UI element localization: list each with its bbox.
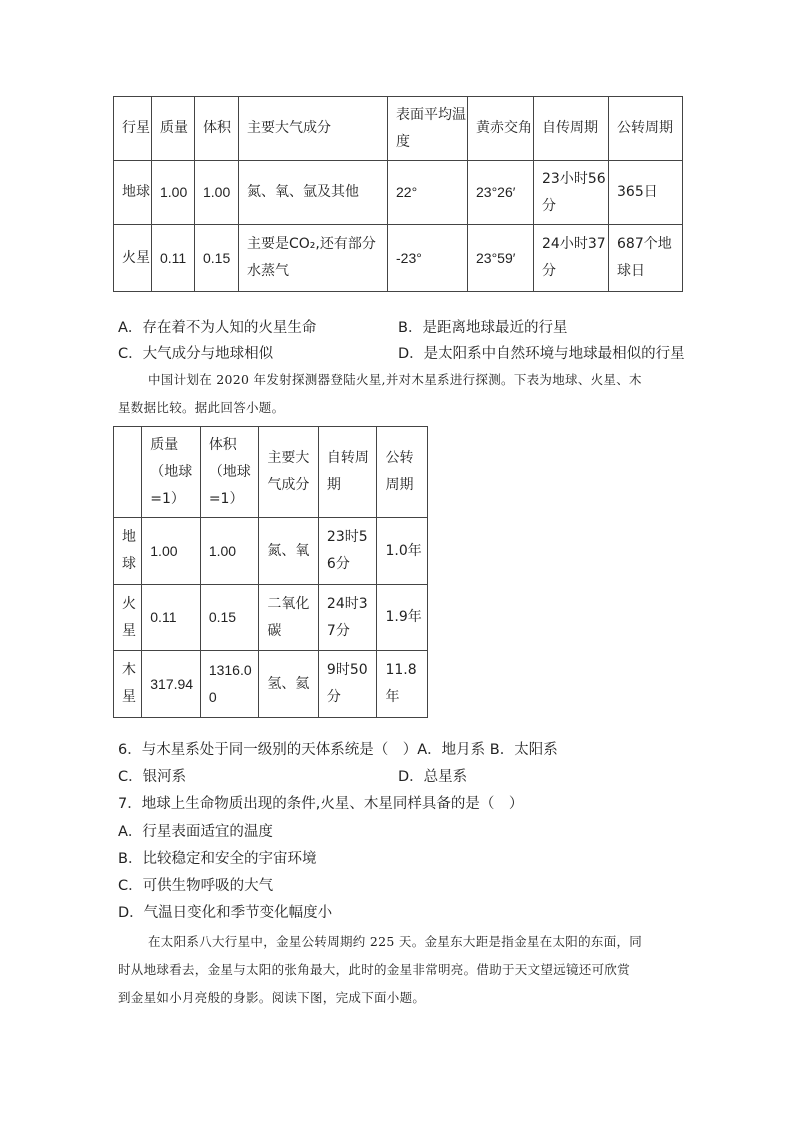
table-cell: 23°59′: [468, 225, 534, 292]
table-cell: 地球: [114, 518, 142, 585]
header-cell: 体积（地球=1）: [200, 427, 259, 518]
header-cell: 行星: [114, 97, 152, 161]
question-7-option-d[interactable]: D．气温日变化和季节变化幅度小: [118, 905, 333, 921]
option-d[interactable]: D．是太阳系中自然环境与地球最相似的行星: [398, 346, 685, 362]
planet-comparison-table-1: [113, 96, 683, 292]
header-cell: 质量: [152, 97, 195, 161]
table-row: [114, 161, 683, 225]
table-row: [114, 518, 428, 585]
table-cell: 317.94: [142, 651, 201, 718]
table-cell: -23°: [388, 225, 468, 292]
question-7-option-c[interactable]: C．可供生物呼吸的大气: [118, 878, 274, 894]
passage-line: 时从地球看去，金星与太阳的张角最大，此时的金星非常明亮。借助于天文望远镜还可欣赏: [118, 962, 631, 977]
table-cell: 二氧化碳: [259, 585, 319, 651]
question-6-option-d[interactable]: D．总星系: [398, 769, 468, 785]
table-cell: 1.00: [142, 518, 201, 585]
header-cell: 表面平均温度: [388, 97, 468, 161]
table-cell: 23时56分: [318, 518, 377, 585]
passage-line: 到金星如小月亮般的身影。阅读下图，完成下面小题。: [118, 990, 426, 1005]
table-cell: 火星: [114, 585, 142, 651]
header-cell: 公转周期: [377, 427, 428, 518]
passage-line: 中国计划在 2020 年发射探测器登陆火星,并对木星系进行探测。下表为地球、火星、木: [148, 372, 642, 387]
table-cell: 1316.00: [200, 651, 259, 718]
table-row: [114, 585, 428, 651]
question-7-option-a[interactable]: A．行星表面适宜的温度: [118, 824, 273, 840]
table-header-row: [114, 97, 683, 161]
header-cell: 自转周期: [318, 427, 377, 518]
table-row: [114, 225, 683, 292]
header-cell: 主要大气成分: [239, 97, 388, 161]
question-7-option-b[interactable]: B．比较稳定和安全的宇宙环境: [118, 851, 317, 867]
table-cell: 9时50分: [318, 651, 377, 718]
header-cell: 公转周期: [609, 97, 683, 161]
table-cell: 木星: [114, 651, 142, 718]
table-row: [114, 651, 428, 718]
table-cell: 24小时37分: [534, 225, 609, 292]
passage-line: 星数据比较。据此回答小题。: [118, 400, 285, 415]
table-cell: 火星: [114, 225, 152, 292]
table-cell: 0.11: [142, 585, 201, 651]
header-cell: 体积: [195, 97, 239, 161]
question-6-option-c[interactable]: C．银河系: [118, 769, 187, 785]
table-cell: 氮、氧: [259, 518, 319, 585]
table-cell: 23°26′: [468, 161, 534, 225]
header-cell: 主要大气成分: [259, 427, 319, 518]
table-cell: 1.0年: [377, 518, 428, 585]
header-cell: [114, 427, 142, 518]
option-b[interactable]: B．是距离地球最近的行星: [398, 320, 568, 336]
table-cell: 0.15: [200, 585, 259, 651]
planet-comparison-table-2: [113, 426, 428, 718]
option-c[interactable]: C．大气成分与地球相似: [118, 346, 274, 362]
table-cell: 1.00: [152, 161, 195, 225]
table-cell: 23小时56分: [534, 161, 609, 225]
option-a[interactable]: A．存在着不为人知的火星生命: [118, 320, 317, 336]
table-cell: 22°: [388, 161, 468, 225]
passage-line: 在太阳系八大行星中，金星公转周期约 225 天。金星东大距是指金星在太阳的东面，同: [148, 934, 643, 949]
table-cell: 氢、氦: [259, 651, 319, 718]
table-cell: 1.00: [195, 161, 239, 225]
table-header-row: [114, 427, 428, 518]
question-7-stem: 7．地球上生命物质出现的条件,火星、木星同样具备的是（ ）: [118, 796, 524, 812]
table-cell: 1.00: [200, 518, 259, 585]
header-cell: 自传周期: [534, 97, 609, 161]
header-cell: 质量（地球=1）: [142, 427, 201, 518]
table-cell: 24时37分: [318, 585, 377, 651]
header-cell: 黄赤交角: [468, 97, 534, 161]
table-cell: 主要是CO₂,还有部分水蒸气: [239, 225, 388, 292]
table-cell: 365日: [609, 161, 683, 225]
table-cell: 0.11: [152, 225, 195, 292]
table-cell: 687个地球日: [609, 225, 683, 292]
table-cell: 1.9年: [377, 585, 428, 651]
question-6-stem: 6．与木星系处于同一级别的天体系统是（ ）A．地月系 B．太阳系: [118, 742, 558, 758]
table-cell: 11.8年: [377, 651, 428, 718]
table-cell: 氮、氧、氩及其他: [239, 161, 388, 225]
table-cell: 地球: [114, 161, 152, 225]
table-cell: 0.15: [195, 225, 239, 292]
